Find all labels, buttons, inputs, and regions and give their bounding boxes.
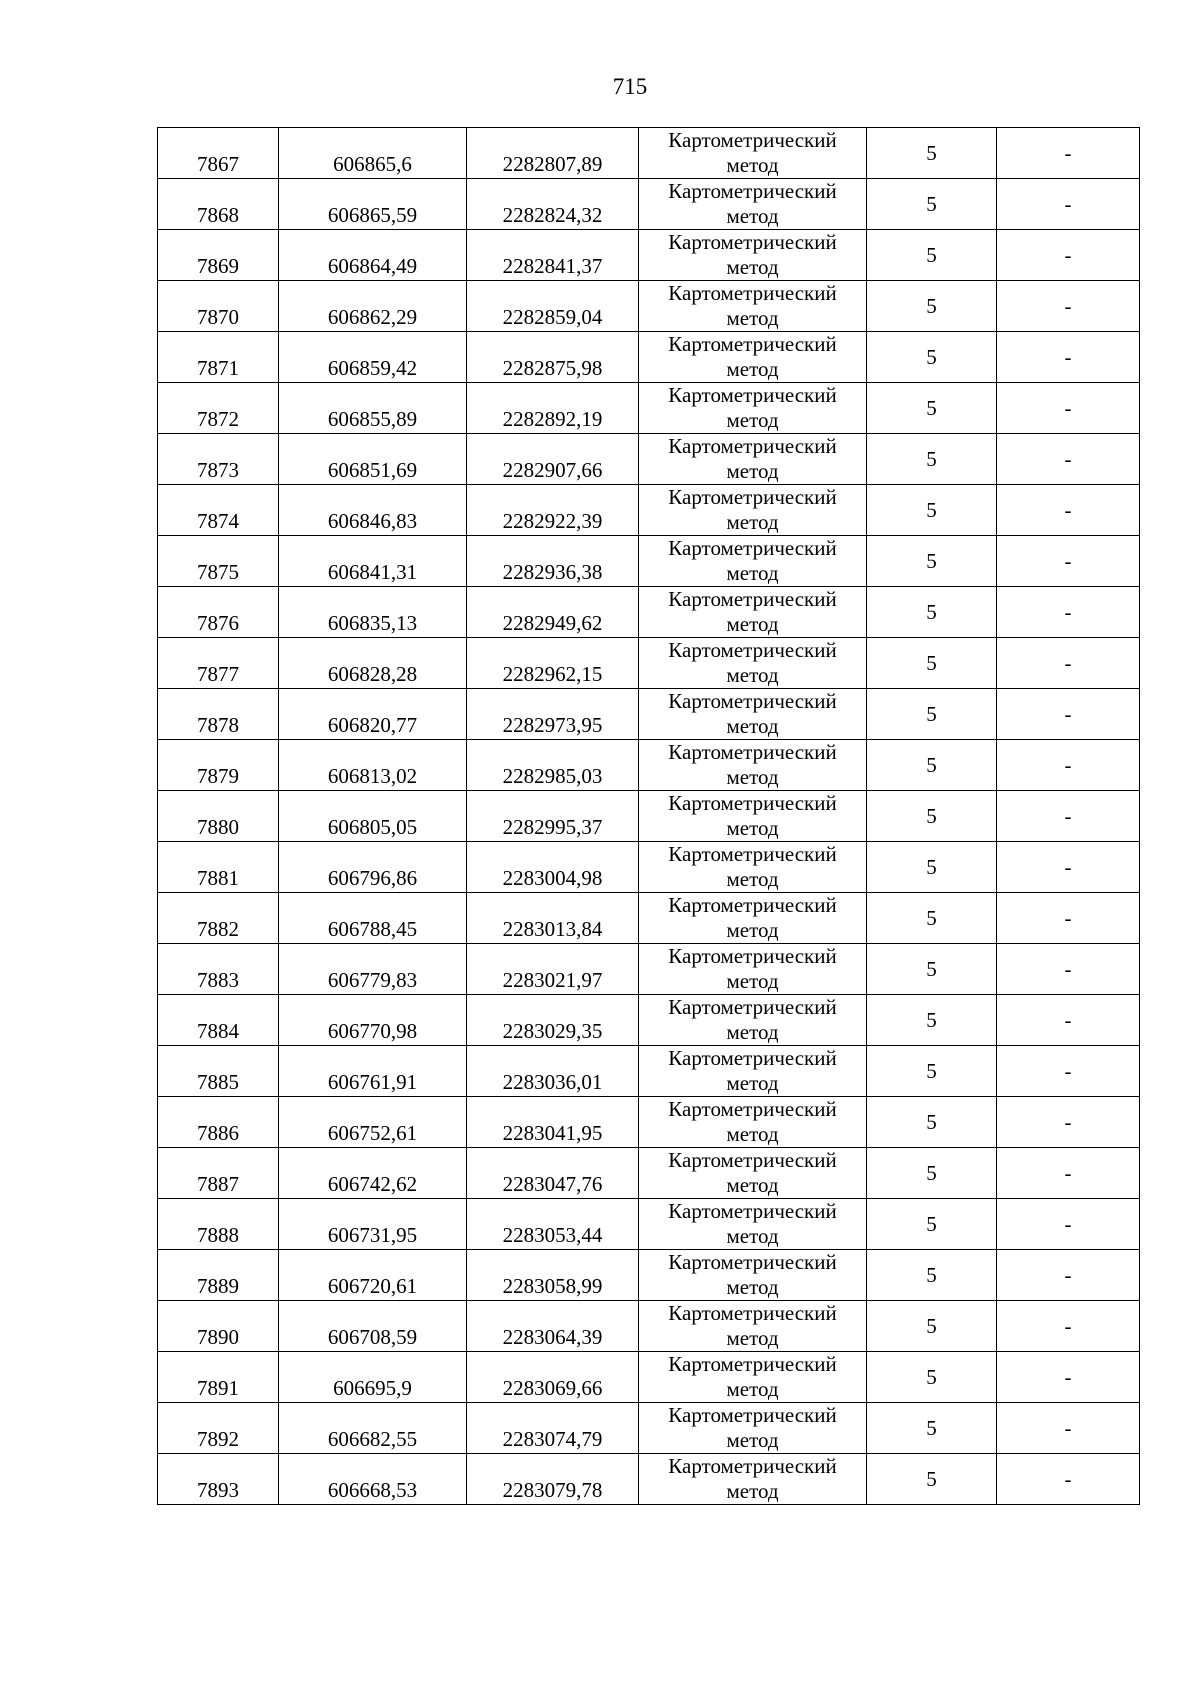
note-cell: - — [997, 281, 1140, 332]
x-coordinate-cell: 606708,59 — [279, 1301, 467, 1352]
method-cell — [639, 995, 867, 1046]
accuracy-cell: 5 — [867, 1250, 997, 1301]
table-row — [158, 893, 1140, 944]
method-text: Картометрический — [668, 128, 837, 152]
point-number-cell: 7888 — [158, 1199, 279, 1250]
accuracy-cell: 5 — [867, 1301, 997, 1352]
y-coordinate-cell: 2282973,95 — [467, 689, 639, 740]
note-cell: - — [997, 230, 1140, 281]
method-text: метод — [726, 1479, 779, 1503]
note-cell: - — [997, 1403, 1140, 1454]
note-cell: - — [997, 383, 1140, 434]
method-text: Картометрический — [668, 332, 837, 356]
y-coordinate-cell: 2283069,66 — [467, 1352, 639, 1403]
note-cell: - — [997, 944, 1140, 995]
method-text: метод — [726, 561, 779, 585]
method-cell — [639, 485, 867, 536]
method-text: Картометрический — [668, 995, 837, 1019]
method-cell — [639, 383, 867, 434]
method-text: метод — [726, 1377, 779, 1401]
x-coordinate-cell: 606779,83 — [279, 944, 467, 995]
x-coordinate-cell: 606820,77 — [279, 689, 467, 740]
accuracy-cell: 5 — [867, 536, 997, 587]
method-cell — [639, 128, 867, 179]
method-cell — [639, 179, 867, 230]
x-coordinate-cell: 606752,61 — [279, 1097, 467, 1148]
method-cell — [639, 1454, 867, 1505]
y-coordinate-cell: 2282892,19 — [467, 383, 639, 434]
y-coordinate-cell: 2282859,04 — [467, 281, 639, 332]
method-cell — [639, 689, 867, 740]
y-coordinate-cell: 2283058,99 — [467, 1250, 639, 1301]
method-cell — [639, 281, 867, 332]
table-row — [158, 179, 1140, 230]
y-coordinate-cell: 2282962,15 — [467, 638, 639, 689]
table-row — [158, 434, 1140, 485]
accuracy-cell: 5 — [867, 1097, 997, 1148]
method-text: Картометрический — [668, 689, 837, 713]
accuracy-cell: 5 — [867, 1403, 997, 1454]
method-text: Картометрический — [668, 434, 837, 458]
accuracy-cell: 5 — [867, 1352, 997, 1403]
method-cell — [639, 587, 867, 638]
x-coordinate-cell: 606731,95 — [279, 1199, 467, 1250]
x-coordinate-cell: 606865,59 — [279, 179, 467, 230]
method-cell — [639, 842, 867, 893]
method-text: Картометрический — [668, 281, 837, 305]
point-number-cell: 7878 — [158, 689, 279, 740]
table-row — [158, 740, 1140, 791]
note-cell: - — [997, 434, 1140, 485]
method-cell — [639, 1250, 867, 1301]
method-text: Картометрический — [668, 1097, 837, 1121]
point-number-cell: 7890 — [158, 1301, 279, 1352]
accuracy-cell: 5 — [867, 230, 997, 281]
method-text: метод — [726, 663, 779, 687]
y-coordinate-cell: 2283047,76 — [467, 1148, 639, 1199]
y-coordinate-cell: 2283074,79 — [467, 1403, 639, 1454]
method-text: Картометрический — [668, 638, 837, 662]
point-number-cell: 7882 — [158, 893, 279, 944]
method-text: метод — [726, 1020, 779, 1044]
method-text: Картометрический — [668, 383, 837, 407]
method-text: Картометрический — [668, 1148, 837, 1172]
method-cell — [639, 434, 867, 485]
table-row — [158, 1403, 1140, 1454]
method-text: Картометрический — [668, 791, 837, 815]
note-cell: - — [997, 128, 1140, 179]
point-number-cell: 7879 — [158, 740, 279, 791]
y-coordinate-cell: 2283079,78 — [467, 1454, 639, 1505]
point-number-cell: 7867 — [158, 128, 279, 179]
method-cell — [639, 1199, 867, 1250]
x-coordinate-cell: 606855,89 — [279, 383, 467, 434]
y-coordinate-cell: 2282922,39 — [467, 485, 639, 536]
y-coordinate-cell: 2282985,03 — [467, 740, 639, 791]
x-coordinate-cell: 606742,62 — [279, 1148, 467, 1199]
point-number-cell: 7876 — [158, 587, 279, 638]
note-cell: - — [997, 179, 1140, 230]
note-cell: - — [997, 893, 1140, 944]
x-coordinate-cell: 606835,13 — [279, 587, 467, 638]
method-text: метод — [726, 459, 779, 483]
table-row — [158, 383, 1140, 434]
y-coordinate-cell: 2282949,62 — [467, 587, 639, 638]
method-text: Картометрический — [668, 1403, 837, 1427]
y-coordinate-cell: 2283064,39 — [467, 1301, 639, 1352]
note-cell: - — [997, 1046, 1140, 1097]
method-text: метод — [726, 255, 779, 279]
accuracy-cell: 5 — [867, 893, 997, 944]
method-text: метод — [726, 306, 779, 330]
table-row — [158, 536, 1140, 587]
x-coordinate-cell: 606695,9 — [279, 1352, 467, 1403]
point-number-cell: 7880 — [158, 791, 279, 842]
note-cell: - — [997, 485, 1140, 536]
x-coordinate-cell: 606788,45 — [279, 893, 467, 944]
method-text: метод — [726, 204, 779, 228]
point-number-cell: 7875 — [158, 536, 279, 587]
accuracy-cell: 5 — [867, 995, 997, 1046]
y-coordinate-cell: 2283029,35 — [467, 995, 639, 1046]
x-coordinate-cell: 606846,83 — [279, 485, 467, 536]
x-coordinate-cell: 606668,53 — [279, 1454, 467, 1505]
x-coordinate-cell: 606796,86 — [279, 842, 467, 893]
method-text: метод — [726, 357, 779, 381]
x-coordinate-cell: 606761,91 — [279, 1046, 467, 1097]
point-number-cell: 7886 — [158, 1097, 279, 1148]
method-text: Картометрический — [668, 1454, 837, 1478]
method-text: Картометрический — [668, 485, 837, 509]
method-text: Картометрический — [668, 1352, 837, 1376]
method-text: Картометрический — [668, 536, 837, 560]
method-text: Картометрический — [668, 179, 837, 203]
accuracy-cell: 5 — [867, 1199, 997, 1250]
point-number-cell: 7889 — [158, 1250, 279, 1301]
x-coordinate-cell: 606805,05 — [279, 791, 467, 842]
accuracy-cell: 5 — [867, 1454, 997, 1505]
method-cell — [639, 1148, 867, 1199]
x-coordinate-cell: 606813,02 — [279, 740, 467, 791]
note-cell: - — [997, 995, 1140, 1046]
method-text: метод — [726, 714, 779, 738]
method-text: Картометрический — [668, 587, 837, 611]
point-number-cell: 7885 — [158, 1046, 279, 1097]
table-row — [158, 944, 1140, 995]
table-row — [158, 1148, 1140, 1199]
x-coordinate-cell: 606841,31 — [279, 536, 467, 587]
method-text: метод — [726, 1326, 779, 1350]
x-coordinate-cell: 606862,29 — [279, 281, 467, 332]
y-coordinate-cell: 2283013,84 — [467, 893, 639, 944]
y-coordinate-cell: 2283021,97 — [467, 944, 639, 995]
method-text: метод — [726, 612, 779, 636]
point-number-cell: 7891 — [158, 1352, 279, 1403]
point-number-cell: 7870 — [158, 281, 279, 332]
accuracy-cell: 5 — [867, 791, 997, 842]
table-row — [158, 1097, 1140, 1148]
y-coordinate-cell: 2283053,44 — [467, 1199, 639, 1250]
accuracy-cell: 5 — [867, 281, 997, 332]
method-cell — [639, 893, 867, 944]
method-cell — [639, 332, 867, 383]
method-cell — [639, 1046, 867, 1097]
point-number-cell: 7877 — [158, 638, 279, 689]
accuracy-cell: 5 — [867, 179, 997, 230]
note-cell: - — [997, 587, 1140, 638]
x-coordinate-cell: 606851,69 — [279, 434, 467, 485]
method-text: Картометрический — [668, 893, 837, 917]
note-cell: - — [997, 1250, 1140, 1301]
accuracy-cell: 5 — [867, 587, 997, 638]
page-number: 715 — [612, 74, 648, 99]
table-row — [158, 281, 1140, 332]
table-row — [158, 1454, 1140, 1505]
table-row — [158, 332, 1140, 383]
method-text: метод — [726, 1173, 779, 1197]
x-coordinate-cell: 606682,55 — [279, 1403, 467, 1454]
accuracy-cell: 5 — [867, 638, 997, 689]
x-coordinate-cell: 606859,42 — [279, 332, 467, 383]
note-cell: - — [997, 1199, 1140, 1250]
table-row — [158, 485, 1140, 536]
accuracy-cell: 5 — [867, 944, 997, 995]
note-cell: - — [997, 1352, 1140, 1403]
accuracy-cell: 5 — [867, 1046, 997, 1097]
x-coordinate-cell: 606770,98 — [279, 995, 467, 1046]
method-cell — [639, 944, 867, 995]
method-cell — [639, 791, 867, 842]
x-coordinate-cell: 606865,6 — [279, 128, 467, 179]
method-text: Картометрический — [668, 1199, 837, 1223]
point-number-cell: 7874 — [158, 485, 279, 536]
table-row — [158, 1199, 1140, 1250]
accuracy-cell: 5 — [867, 332, 997, 383]
method-cell — [639, 1097, 867, 1148]
x-coordinate-cell: 606828,28 — [279, 638, 467, 689]
method-text: Картометрический — [668, 842, 837, 866]
method-cell — [639, 230, 867, 281]
method-text: метод — [726, 867, 779, 891]
y-coordinate-cell: 2283036,01 — [467, 1046, 639, 1097]
point-number-cell: 7868 — [158, 179, 279, 230]
method-text: Картометрический — [668, 740, 837, 764]
y-coordinate-cell: 2283041,95 — [467, 1097, 639, 1148]
table-row — [158, 995, 1140, 1046]
point-number-cell: 7887 — [158, 1148, 279, 1199]
accuracy-cell: 5 — [867, 485, 997, 536]
accuracy-cell: 5 — [867, 842, 997, 893]
table-row — [158, 791, 1140, 842]
point-number-cell: 7869 — [158, 230, 279, 281]
note-cell: - — [997, 638, 1140, 689]
table-row — [158, 689, 1140, 740]
method-text: Картометрический — [668, 944, 837, 968]
table-row — [158, 230, 1140, 281]
note-cell: - — [997, 1454, 1140, 1505]
method-text: метод — [726, 153, 779, 177]
x-coordinate-cell: 606864,49 — [279, 230, 467, 281]
table-row — [158, 1301, 1140, 1352]
table-row — [158, 1352, 1140, 1403]
x-coordinate-cell: 606720,61 — [279, 1250, 467, 1301]
accuracy-cell: 5 — [867, 740, 997, 791]
method-text: метод — [726, 408, 779, 432]
point-number-cell: 7873 — [158, 434, 279, 485]
table-row — [158, 1046, 1140, 1097]
method-text: Картометрический — [668, 1250, 837, 1274]
method-cell — [639, 1352, 867, 1403]
method-cell — [639, 740, 867, 791]
note-cell: - — [997, 332, 1140, 383]
point-number-cell: 7893 — [158, 1454, 279, 1505]
table-row — [158, 128, 1140, 179]
point-number-cell: 7892 — [158, 1403, 279, 1454]
point-number-cell: 7871 — [158, 332, 279, 383]
note-cell: - — [997, 1301, 1140, 1352]
method-text: метод — [726, 1275, 779, 1299]
table-row — [158, 1250, 1140, 1301]
method-text: метод — [726, 969, 779, 993]
accuracy-cell: 5 — [867, 383, 997, 434]
method-text: метод — [726, 816, 779, 840]
note-cell: - — [997, 740, 1140, 791]
y-coordinate-cell: 2282824,32 — [467, 179, 639, 230]
method-text: Картометрический — [668, 230, 837, 254]
y-coordinate-cell: 2282907,66 — [467, 434, 639, 485]
point-number-cell: 7884 — [158, 995, 279, 1046]
accuracy-cell: 5 — [867, 1148, 997, 1199]
note-cell: - — [997, 791, 1140, 842]
accuracy-cell: 5 — [867, 434, 997, 485]
note-cell: - — [997, 1097, 1140, 1148]
y-coordinate-cell: 2282936,38 — [467, 536, 639, 587]
table-row — [158, 842, 1140, 893]
method-text: метод — [726, 918, 779, 942]
y-coordinate-cell: 2283004,98 — [467, 842, 639, 893]
coordinates-table-body — [158, 128, 1140, 1505]
point-number-cell: 7883 — [158, 944, 279, 995]
method-cell — [639, 536, 867, 587]
method-text: метод — [726, 1428, 779, 1452]
point-number-cell: 7881 — [158, 842, 279, 893]
method-text: метод — [726, 1224, 779, 1248]
accuracy-cell: 5 — [867, 689, 997, 740]
table-row — [158, 638, 1140, 689]
coordinates-table — [157, 127, 1140, 1505]
table-row — [158, 587, 1140, 638]
method-text: метод — [726, 510, 779, 534]
y-coordinate-cell: 2282841,37 — [467, 230, 639, 281]
method-cell — [639, 1301, 867, 1352]
method-text: Картометрический — [668, 1301, 837, 1325]
method-cell — [639, 638, 867, 689]
point-number-cell: 7872 — [158, 383, 279, 434]
accuracy-cell: 5 — [867, 128, 997, 179]
method-text: метод — [726, 765, 779, 789]
method-text: Картометрический — [668, 1046, 837, 1070]
method-cell — [639, 1403, 867, 1454]
method-text: метод — [726, 1071, 779, 1095]
note-cell: - — [997, 689, 1140, 740]
note-cell: - — [997, 1148, 1140, 1199]
note-cell: - — [997, 536, 1140, 587]
y-coordinate-cell: 2282995,37 — [467, 791, 639, 842]
note-cell: - — [997, 842, 1140, 893]
method-text: метод — [726, 1122, 779, 1146]
y-coordinate-cell: 2282807,89 — [467, 128, 639, 179]
y-coordinate-cell: 2282875,98 — [467, 332, 639, 383]
